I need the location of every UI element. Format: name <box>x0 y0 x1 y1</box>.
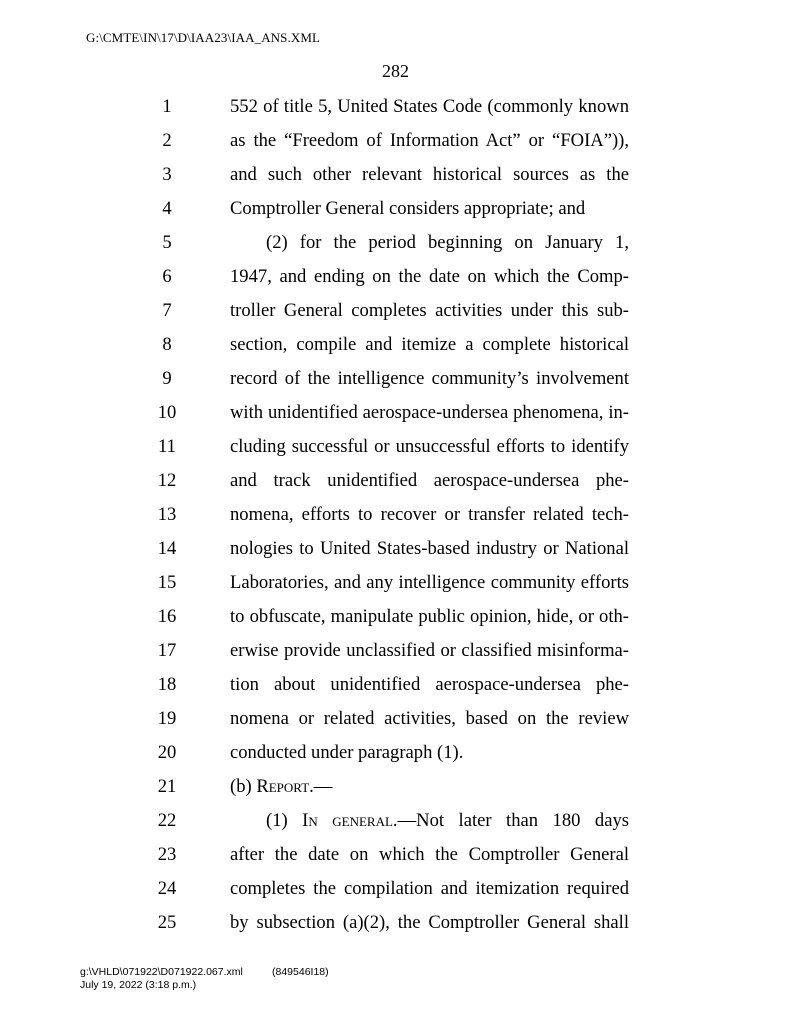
line-number: 23 <box>157 844 177 865</box>
line-text: record of the intelligence community’s involvement <box>230 368 629 389</box>
line-number: 17 <box>157 640 177 661</box>
line-text: erwise provide unclassified or classified misinforma- <box>230 640 629 661</box>
line-text: (2) for the period beginning on January 1, <box>266 232 629 253</box>
document-line <box>0 294 791 328</box>
line-text: nomena or related activities, based on the review <box>230 708 629 729</box>
line-text <box>266 804 629 838</box>
page-number: 282 <box>382 61 409 81</box>
document-line <box>0 566 791 600</box>
line-number: 7 <box>162 300 172 321</box>
line-text: and such other relevant historical sources as the <box>230 164 629 185</box>
paragraph-heading: In general <box>302 810 393 831</box>
line-text: Laboratories, and any intelligence community efforts <box>230 572 629 593</box>
document-line <box>0 430 791 464</box>
line-text <box>230 770 629 804</box>
line-number: 19 <box>157 708 177 729</box>
footer-file-path: g:\VHLD\071922\D071922.067.xml <box>80 966 243 978</box>
document-line <box>0 600 791 634</box>
line-number: 21 <box>157 776 177 797</box>
line-text: to obfuscate, manipulate public opinion, hide, or oth- <box>230 606 629 627</box>
document-line <box>0 532 791 566</box>
line-number: 4 <box>162 198 172 219</box>
document-line <box>0 634 791 668</box>
document-line <box>0 872 791 906</box>
header-file-path: G:\CMTE\IN\17\D\IAA23\IAA_ANS.XML <box>86 30 321 45</box>
line-number: 11 <box>158 436 176 457</box>
footer-date: July 19, 2022 (3:18 p.m.) <box>80 979 197 991</box>
footer-code: (849546I18) <box>272 966 329 978</box>
document-line <box>0 362 791 396</box>
line-number: 22 <box>157 810 177 831</box>
document-line <box>0 702 791 736</box>
line-number: 5 <box>162 232 172 253</box>
line-number: 14 <box>157 538 177 559</box>
document-line <box>0 838 791 872</box>
line-text: conducted under paragraph (1). <box>230 742 464 763</box>
line-text: with unidentified aerospace-undersea phenomena, in- <box>230 402 629 423</box>
document-line <box>0 192 791 226</box>
document-line <box>0 668 791 702</box>
line-number: 3 <box>162 164 172 185</box>
line-text: after the date on which the Comptroller General <box>230 844 629 865</box>
document-line <box>0 464 791 498</box>
footer <box>80 966 329 992</box>
document-line <box>0 260 791 294</box>
line-number: 9 <box>162 368 172 389</box>
line-number: 16 <box>157 606 177 627</box>
line-number: 20 <box>157 742 177 763</box>
line-text: 1947, and ending on the date on which the Comp- <box>230 266 629 287</box>
line-number: 18 <box>157 674 177 695</box>
line-text: tion about unidentified aerospace-undersea phe- <box>230 674 629 695</box>
line-text: and track unidentified aerospace-undersea phe- <box>230 470 629 491</box>
line-number: 2 <box>162 130 172 151</box>
line-number: 25 <box>157 912 177 933</box>
line-number: 10 <box>157 402 177 423</box>
line-text: 552 of title 5, United States Code (commonly known <box>230 96 629 117</box>
subsection-heading: Report <box>256 776 310 797</box>
line-text: troller General completes activities under this sub- <box>230 300 629 321</box>
document-line <box>0 396 791 430</box>
document-line <box>0 328 791 362</box>
document-line <box>0 804 791 838</box>
document-line <box>0 736 791 770</box>
subsection-suffix: .— <box>309 776 333 797</box>
line-number: 15 <box>157 572 177 593</box>
line-text: completes the compilation and itemization required <box>230 878 629 899</box>
line-text: by subsection (a)(2), the Comptroller General shall <box>230 912 629 933</box>
line-number: 24 <box>157 878 177 899</box>
line-number: 6 <box>162 266 172 287</box>
document-line <box>0 498 791 532</box>
line-text: as the “Freedom of Information Act” or “FOIA”)), <box>230 130 629 151</box>
line-text: Comptroller General considers appropriate; and <box>230 198 586 219</box>
document-line <box>0 124 791 158</box>
line-text: nomena, efforts to recover or transfer related tech- <box>230 504 629 525</box>
line-number: 13 <box>157 504 177 525</box>
document-line <box>0 226 791 260</box>
document-line <box>0 90 791 124</box>
subsection-prefix: (b) <box>230 776 257 797</box>
line-number: 1 <box>162 96 172 117</box>
document-line <box>0 906 791 940</box>
line-number: 12 <box>157 470 177 491</box>
line-text: section, compile and itemize a complete historical <box>230 334 629 355</box>
document-line <box>0 770 791 804</box>
document-line <box>0 158 791 192</box>
line-text: nologies to United States-based industry or National <box>230 538 629 559</box>
paragraph-text: .—Not later than 180 days <box>392 810 629 831</box>
line-number: 8 <box>162 334 172 355</box>
line-text: cluding successful or unsuccessful efforts to identify <box>230 436 629 457</box>
paragraph-prefix: (1) <box>266 810 303 831</box>
